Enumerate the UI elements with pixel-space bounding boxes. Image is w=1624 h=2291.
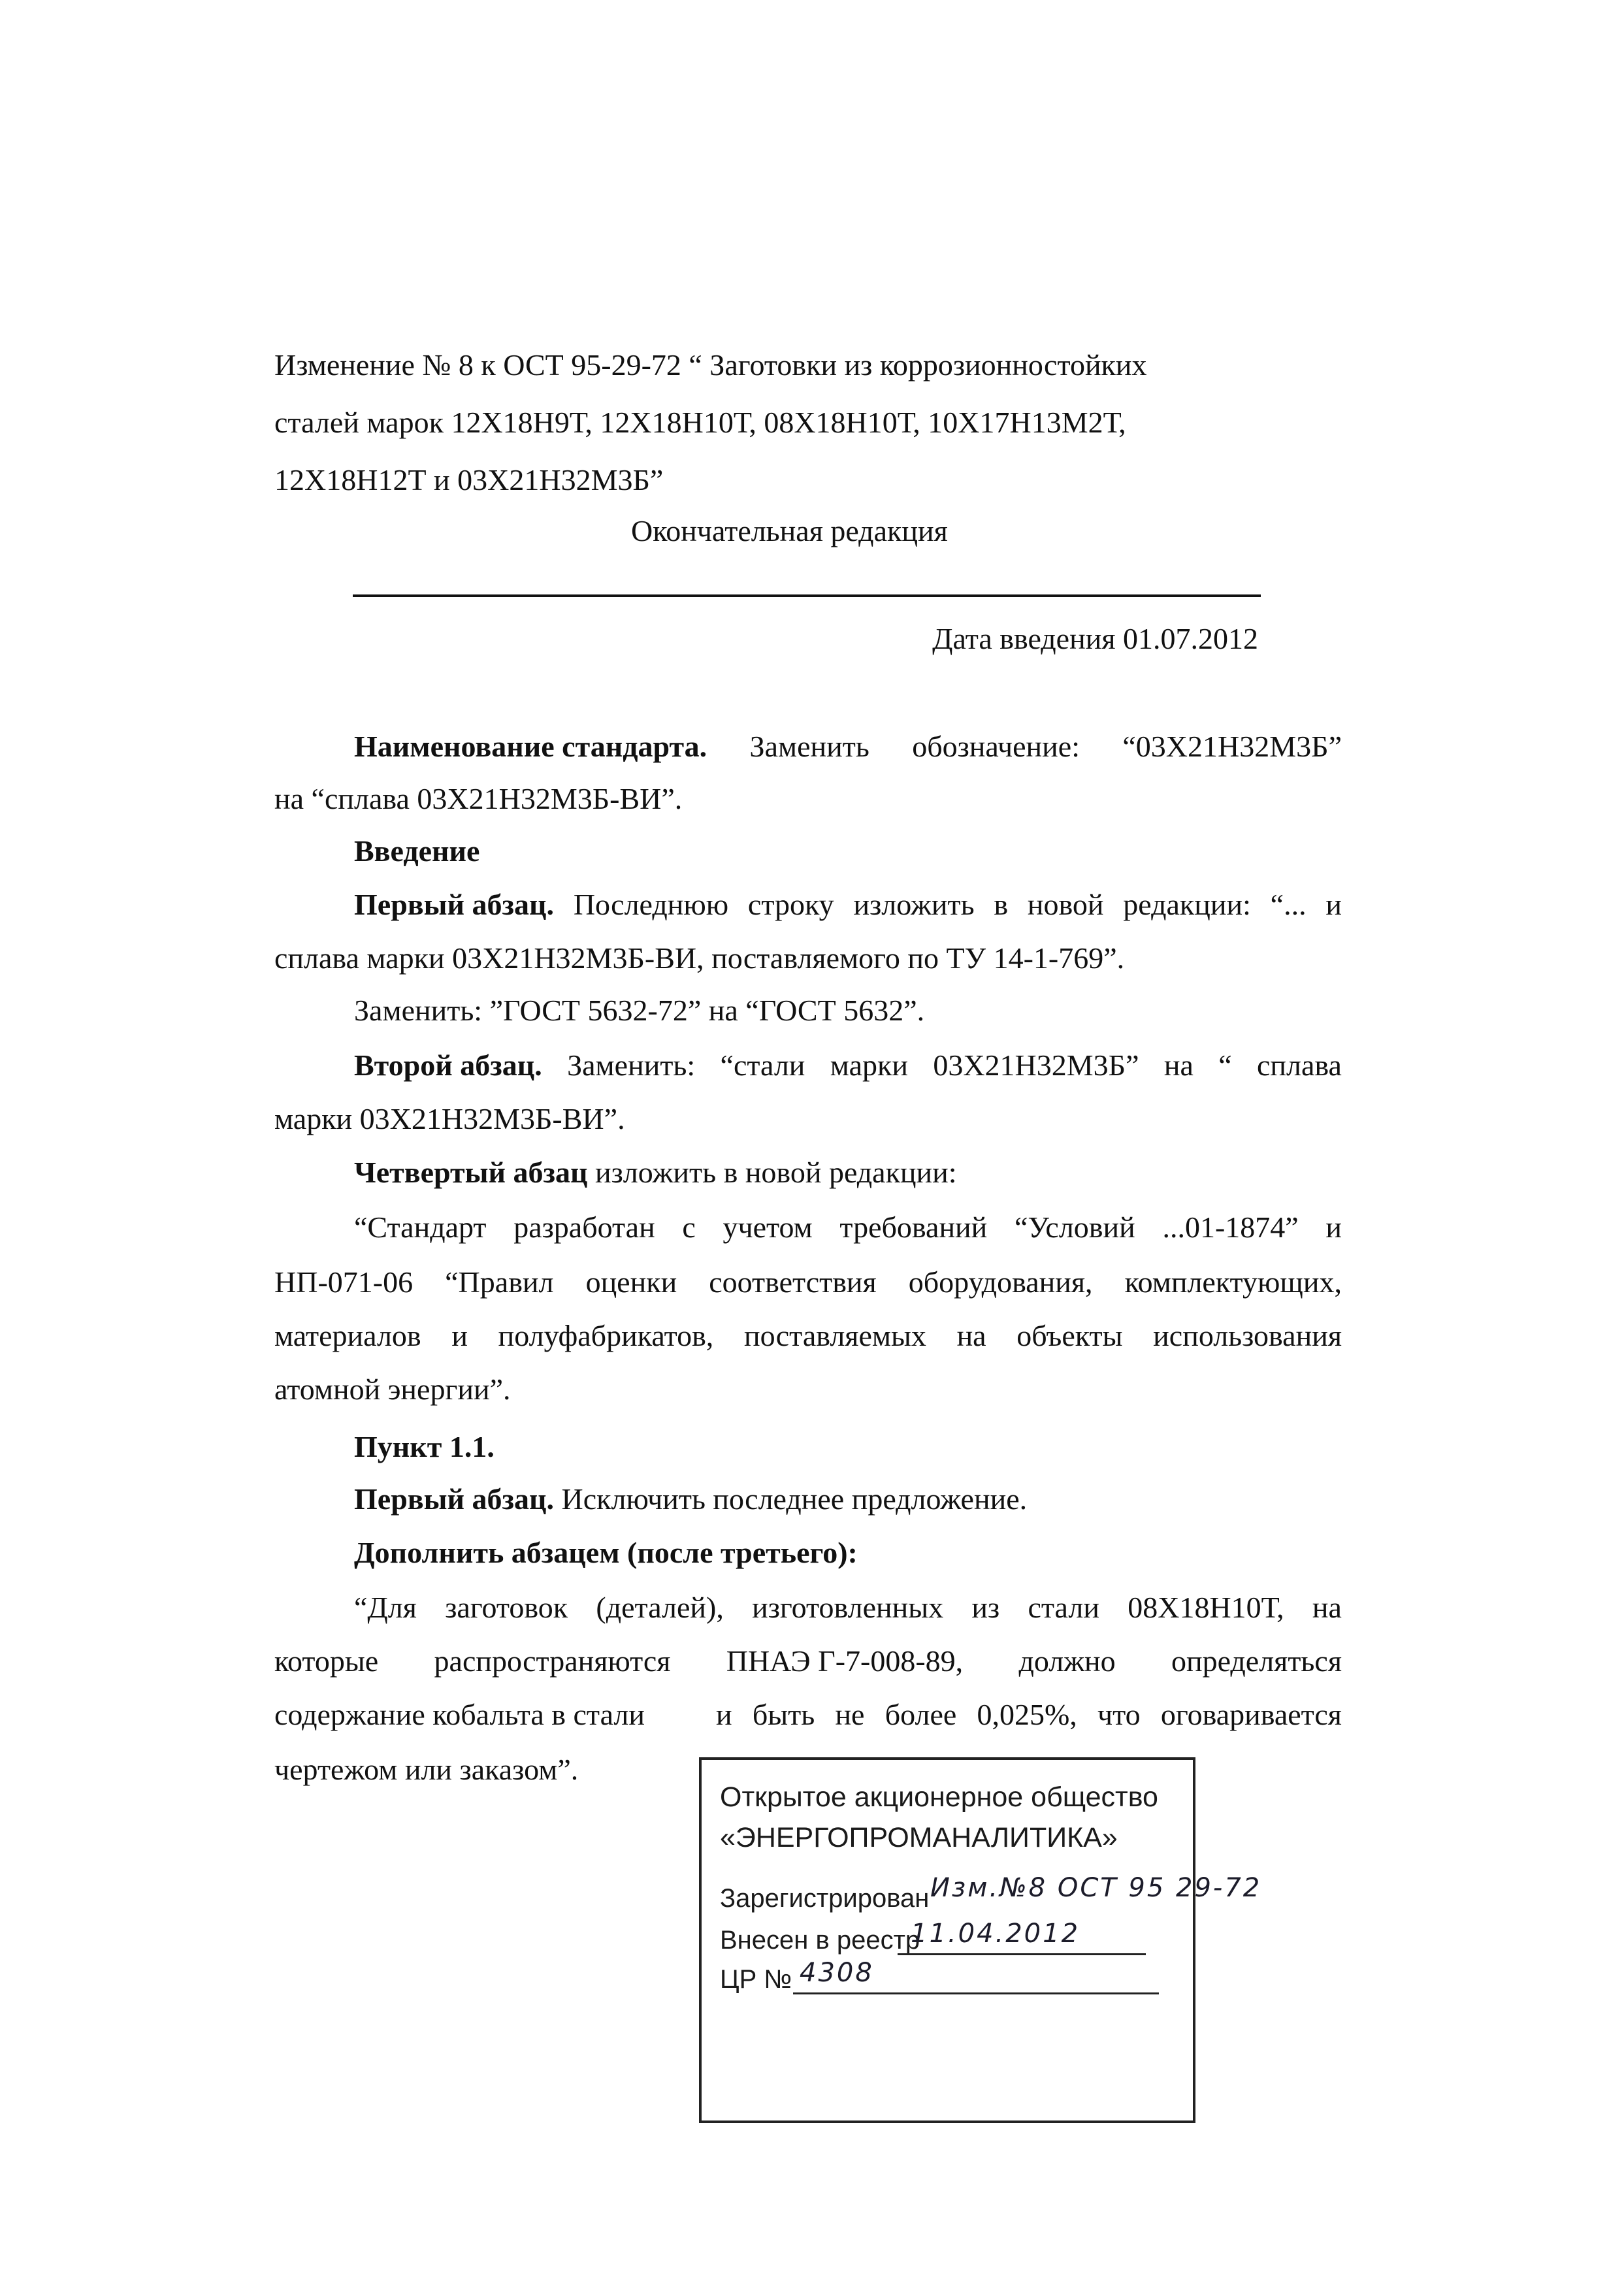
header-line-2: сталей марок 12Х18Н9Т, 12Х18Н10Т, 08Х18Н10Т, 10Х17Н13М2Т, bbox=[274, 406, 1126, 439]
paragraph-9-line-3a: содержание кобальта в стали bbox=[274, 1698, 645, 1731]
clause-heading: Пункт 1.1. bbox=[354, 1430, 495, 1463]
stamp-number-value: 4308 bbox=[800, 1958, 874, 1988]
paragraph-9-line-2: которые распространяются ПНАЭ Г-7-008-89, должно определяться bbox=[274, 1644, 1342, 1678]
header-divider bbox=[353, 594, 1261, 597]
paragraph-1-heading: Наименование стандарта. bbox=[354, 730, 707, 763]
paragraph-6-line-1: “Стандарт разработан с учетом требований “Условий ...01-1874” и bbox=[354, 1210, 1342, 1244]
stamp-registered-value: Изм.№8 ОСТ 95 29-72 bbox=[930, 1873, 1262, 1903]
paragraph-5-heading: Четвертый абзац bbox=[354, 1156, 588, 1189]
stamp-registry-underline bbox=[898, 1953, 1146, 1955]
stamp-org-name-1: Открытое акционерное общество bbox=[720, 1781, 1158, 1813]
paragraph-4-line-2: марки 03Х21Н32М3Б-ВИ”. bbox=[274, 1102, 625, 1135]
paragraph-9-line-4: чертежом или заказом”. bbox=[274, 1753, 579, 1786]
paragraph-6-line-2: НП-071-06 “Правил оценки соответствия оборудования, комплектующих, bbox=[274, 1265, 1342, 1299]
paragraph-2-heading: Первый абзац. bbox=[354, 888, 555, 921]
paragraph-3: Заменить: ”ГОСТ 5632-72” на “ГОСТ 5632”. bbox=[354, 994, 925, 1027]
header-line-3: 12Х18Н12Т и 03Х21Н32М3Б” bbox=[274, 463, 664, 496]
header-line-1: Изменение № 8 к ОСТ 95-29-72 “ Заготовки из коррозионностойких bbox=[274, 348, 1147, 382]
paragraph-9-line-3b: и быть не более 0,025%, что оговаривается bbox=[716, 1698, 1342, 1731]
stamp-registry-value: 11.04.2012 bbox=[911, 1919, 1080, 1949]
paragraph-6-line-4: атомной энергии”. bbox=[274, 1373, 511, 1406]
stamp-registry-label: Внесен в реестр bbox=[720, 1926, 920, 1955]
registration-stamp bbox=[699, 1757, 1262, 2123]
paragraph-6-line-3: материалов и полуфабрикатов, поставляемых на объекты использования bbox=[274, 1319, 1342, 1352]
paragraph-9-line-1: “Для заготовок (деталей), изготовленных из стали 08Х18Н10Т, на bbox=[354, 1591, 1342, 1624]
stamp-number-underline bbox=[793, 1992, 1159, 1994]
effective-date: Дата введения 01.07.2012 bbox=[932, 622, 1258, 655]
stamp-org-name-2: «ЭНЕРГОПРОМАНАЛИТИКА» bbox=[720, 1822, 1118, 1853]
paragraph-1-line-1: Наименование стандарта. Заменить обозначение: “03Х21Н32М3Б” bbox=[354, 730, 1342, 763]
intro-heading: Введение bbox=[354, 834, 480, 868]
paragraph-4-line-1: Второй абзац. Заменить: “стали марки 03Х21Н32М3Б” на “ сплава bbox=[354, 1048, 1342, 1082]
paragraph-4-heading: Второй абзац. bbox=[354, 1048, 542, 1082]
paragraph-8: Дополнить абзацем (после третьего): bbox=[354, 1536, 858, 1569]
paragraph-2-line-1: Первый абзац. Последнюю строку изложить в новой редакции: “... и bbox=[354, 888, 1342, 921]
paragraph-1-line-2: на “сплава 03Х21Н32М3Б-ВИ”. bbox=[274, 782, 683, 815]
stamp-number-label: ЦР № bbox=[720, 1965, 792, 1994]
paragraph-2-line-2: сплава марки 03Х21Н32М3Б-ВИ, поставляемого по ТУ 14-1-769”. bbox=[274, 941, 1125, 975]
edition-label: Окончательная редакция bbox=[631, 514, 948, 547]
stamp-registered-label: Зарегистрирован bbox=[720, 1884, 930, 1913]
paragraph-7: Первый абзац. Исключить последнее предложение. bbox=[354, 1482, 1028, 1516]
paragraph-7-heading: Первый абзац. bbox=[354, 1482, 555, 1516]
paragraph-5: Четвертый абзац изложить в новой редакции: bbox=[354, 1156, 957, 1189]
